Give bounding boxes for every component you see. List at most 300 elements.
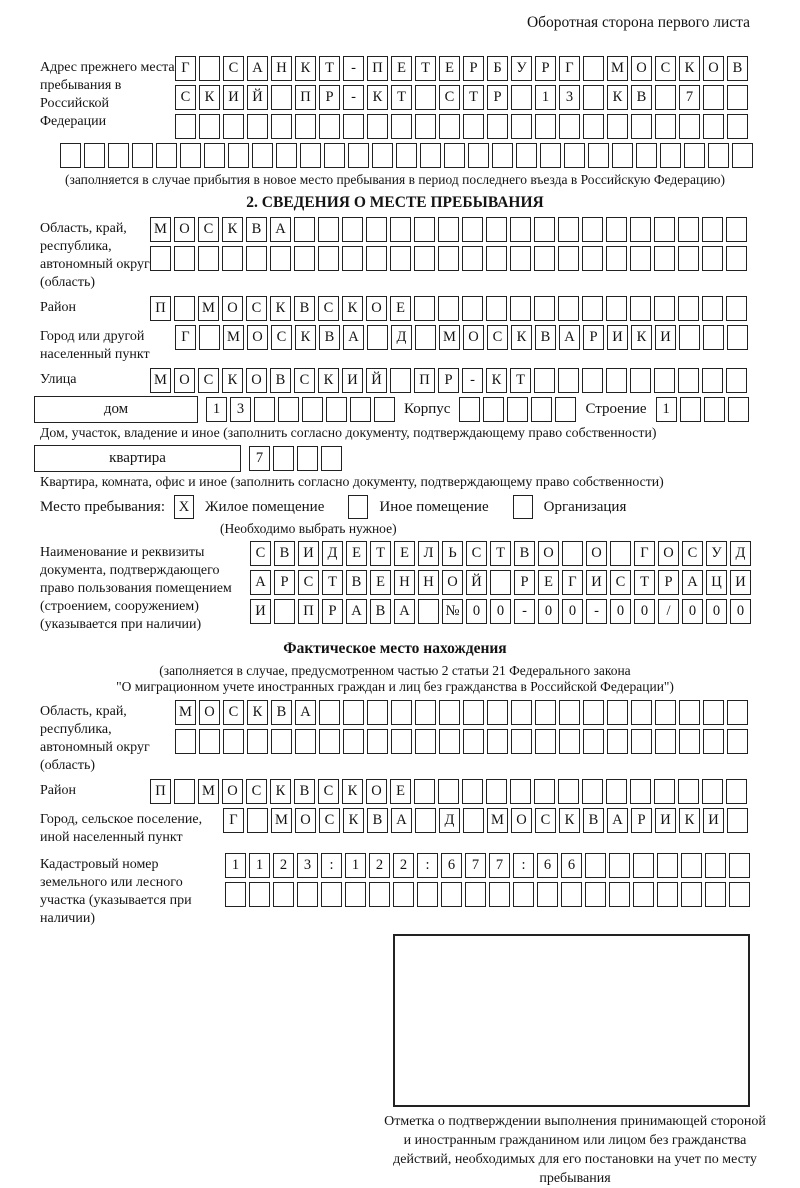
char-cell[interactable]	[418, 599, 439, 624]
char-cell[interactable]	[678, 296, 699, 321]
char-cell[interactable]: 3	[297, 853, 318, 878]
char-cell[interactable]	[297, 882, 318, 907]
char-cell[interactable]: К	[222, 217, 243, 242]
char-cell[interactable]: :	[513, 853, 534, 878]
char-cell[interactable]	[612, 143, 633, 168]
char-cell[interactable]	[367, 114, 388, 139]
char-cell[interactable]: Г	[562, 570, 583, 595]
char-cell[interactable]	[606, 779, 627, 804]
char-cell[interactable]	[607, 700, 628, 725]
char-cell[interactable]	[300, 143, 321, 168]
char-cell[interactable]	[680, 397, 701, 422]
char-cell[interactable]	[585, 882, 606, 907]
char-cell[interactable]	[558, 246, 579, 271]
char-cell[interactable]	[702, 246, 723, 271]
char-cell[interactable]	[657, 853, 678, 878]
char-cell[interactable]	[343, 729, 364, 754]
char-cell[interactable]	[655, 700, 676, 725]
char-cell[interactable]	[636, 143, 657, 168]
char-cell[interactable]: Т	[463, 85, 484, 110]
char-cell[interactable]	[321, 446, 342, 471]
char-cell[interactable]: А	[343, 325, 364, 350]
char-cell[interactable]: К	[247, 700, 268, 725]
char-cell[interactable]	[535, 729, 556, 754]
char-cell[interactable]: К	[607, 85, 628, 110]
char-cell[interactable]	[631, 114, 652, 139]
char-cell[interactable]: И	[342, 368, 363, 393]
char-cell[interactable]	[507, 397, 528, 422]
char-cell[interactable]: О	[199, 700, 220, 725]
char-cell[interactable]	[727, 114, 748, 139]
char-cell[interactable]: Р	[319, 85, 340, 110]
char-cell[interactable]	[324, 143, 345, 168]
char-cell[interactable]	[84, 143, 105, 168]
char-cell[interactable]	[391, 114, 412, 139]
char-cell[interactable]: К	[270, 779, 291, 804]
char-cell[interactable]: 7	[679, 85, 700, 110]
char-cell[interactable]	[630, 296, 651, 321]
char-cell[interactable]	[704, 397, 725, 422]
char-cell[interactable]: 1	[225, 853, 246, 878]
char-cell[interactable]: В	[246, 217, 267, 242]
char-cell[interactable]: 7	[249, 446, 270, 471]
char-cell[interactable]: 3	[230, 397, 251, 422]
char-cell[interactable]	[534, 779, 555, 804]
char-cell[interactable]	[609, 853, 630, 878]
char-cell[interactable]: А	[607, 808, 628, 833]
char-cell[interactable]	[564, 143, 585, 168]
char-cell[interactable]	[703, 700, 724, 725]
char-cell[interactable]	[223, 729, 244, 754]
char-cell[interactable]	[174, 246, 195, 271]
char-cell[interactable]	[414, 246, 435, 271]
char-cell[interactable]	[199, 729, 220, 754]
char-cell[interactable]	[441, 882, 462, 907]
char-cell[interactable]: С	[223, 56, 244, 81]
char-cell[interactable]: А	[394, 599, 415, 624]
char-cell[interactable]: И	[298, 541, 319, 566]
char-cell[interactable]	[679, 729, 700, 754]
char-cell[interactable]: Р	[322, 599, 343, 624]
char-cell[interactable]: 1	[206, 397, 227, 422]
char-cell[interactable]	[318, 217, 339, 242]
char-cell[interactable]: Е	[538, 570, 559, 595]
char-cell[interactable]	[558, 296, 579, 321]
char-cell[interactable]: Р	[274, 570, 295, 595]
char-cell[interactable]: М	[271, 808, 292, 833]
char-cell[interactable]	[726, 217, 747, 242]
char-cell[interactable]	[607, 729, 628, 754]
char-cell[interactable]	[254, 397, 275, 422]
char-cell[interactable]	[374, 397, 395, 422]
char-cell[interactable]	[631, 700, 652, 725]
char-cell[interactable]	[366, 217, 387, 242]
char-cell[interactable]	[660, 143, 681, 168]
char-cell[interactable]	[463, 114, 484, 139]
char-cell[interactable]	[393, 882, 414, 907]
char-cell[interactable]: 6	[441, 853, 462, 878]
char-cell[interactable]	[486, 246, 507, 271]
char-cell[interactable]	[222, 246, 243, 271]
char-cell[interactable]	[438, 296, 459, 321]
house-type-box[interactable]: дом	[34, 396, 198, 423]
char-cell[interactable]: Е	[370, 570, 391, 595]
char-cell[interactable]: Т	[510, 368, 531, 393]
char-cell[interactable]: Г	[223, 808, 244, 833]
char-cell[interactable]: К	[486, 368, 507, 393]
char-cell[interactable]	[108, 143, 129, 168]
char-cell[interactable]	[369, 882, 390, 907]
char-cell[interactable]: Д	[322, 541, 343, 566]
char-cell[interactable]	[702, 217, 723, 242]
char-cell[interactable]	[729, 853, 750, 878]
char-cell[interactable]	[271, 85, 292, 110]
char-cell[interactable]	[654, 246, 675, 271]
char-cell[interactable]: С	[318, 779, 339, 804]
char-cell[interactable]: В	[727, 56, 748, 81]
char-cell[interactable]: С	[294, 368, 315, 393]
char-cell[interactable]	[511, 114, 532, 139]
char-cell[interactable]	[278, 397, 299, 422]
residential-checkbox[interactable]: X	[174, 495, 194, 519]
char-cell[interactable]	[483, 397, 504, 422]
char-cell[interactable]	[703, 114, 724, 139]
char-cell[interactable]	[583, 700, 604, 725]
char-cell[interactable]: Т	[319, 56, 340, 81]
char-cell[interactable]	[343, 114, 364, 139]
char-cell[interactable]	[223, 114, 244, 139]
char-cell[interactable]: Д	[730, 541, 751, 566]
char-cell[interactable]: О	[703, 56, 724, 81]
char-cell[interactable]	[318, 246, 339, 271]
char-cell[interactable]: :	[417, 853, 438, 878]
char-cell[interactable]	[391, 700, 412, 725]
char-cell[interactable]: Р	[514, 570, 535, 595]
char-cell[interactable]	[150, 246, 171, 271]
char-cell[interactable]: О	[442, 570, 463, 595]
char-cell[interactable]	[511, 700, 532, 725]
char-cell[interactable]	[582, 779, 603, 804]
char-cell[interactable]	[559, 114, 580, 139]
char-cell[interactable]	[511, 85, 532, 110]
char-cell[interactable]	[391, 729, 412, 754]
char-cell[interactable]: Р	[463, 56, 484, 81]
char-cell[interactable]	[726, 368, 747, 393]
char-cell[interactable]: С	[319, 808, 340, 833]
char-cell[interactable]	[319, 114, 340, 139]
other-premises-checkbox[interactable]	[348, 495, 368, 519]
char-cell[interactable]: 0	[538, 599, 559, 624]
char-cell[interactable]: Й	[247, 85, 268, 110]
char-cell[interactable]	[463, 729, 484, 754]
char-cell[interactable]: С	[175, 85, 196, 110]
char-cell[interactable]: У	[511, 56, 532, 81]
char-cell[interactable]	[487, 114, 508, 139]
char-cell[interactable]	[319, 729, 340, 754]
char-cell[interactable]	[414, 217, 435, 242]
char-cell[interactable]: О	[538, 541, 559, 566]
char-cell[interactable]	[297, 446, 318, 471]
char-cell[interactable]	[439, 114, 460, 139]
char-cell[interactable]: 2	[393, 853, 414, 878]
char-cell[interactable]: 0	[490, 599, 511, 624]
char-cell[interactable]	[633, 882, 654, 907]
char-cell[interactable]	[729, 882, 750, 907]
char-cell[interactable]: Р	[631, 808, 652, 833]
char-cell[interactable]	[459, 397, 480, 422]
char-cell[interactable]: В	[367, 808, 388, 833]
char-cell[interactable]: Е	[439, 56, 460, 81]
char-cell[interactable]	[708, 143, 729, 168]
char-cell[interactable]	[390, 368, 411, 393]
char-cell[interactable]: К	[367, 85, 388, 110]
char-cell[interactable]	[681, 882, 702, 907]
char-cell[interactable]	[343, 700, 364, 725]
char-cell[interactable]	[511, 729, 532, 754]
char-cell[interactable]: -	[343, 85, 364, 110]
char-cell[interactable]	[180, 143, 201, 168]
char-cell[interactable]: Т	[634, 570, 655, 595]
char-cell[interactable]: О	[222, 779, 243, 804]
char-cell[interactable]: С	[298, 570, 319, 595]
char-cell[interactable]: К	[222, 368, 243, 393]
char-cell[interactable]	[702, 779, 723, 804]
char-cell[interactable]: 3	[559, 85, 580, 110]
char-cell[interactable]: Т	[370, 541, 391, 566]
char-cell[interactable]	[655, 85, 676, 110]
char-cell[interactable]	[345, 882, 366, 907]
char-cell[interactable]	[390, 217, 411, 242]
char-cell[interactable]: О	[366, 296, 387, 321]
char-cell[interactable]: Т	[490, 541, 511, 566]
char-cell[interactable]	[534, 368, 555, 393]
char-cell[interactable]	[247, 808, 268, 833]
char-cell[interactable]: В	[631, 85, 652, 110]
char-cell[interactable]: К	[343, 808, 364, 833]
char-cell[interactable]: С	[466, 541, 487, 566]
char-cell[interactable]: О	[586, 541, 607, 566]
char-cell[interactable]	[583, 114, 604, 139]
char-cell[interactable]: К	[199, 85, 220, 110]
char-cell[interactable]	[630, 217, 651, 242]
char-cell[interactable]	[606, 217, 627, 242]
char-cell[interactable]	[487, 700, 508, 725]
char-cell[interactable]: К	[342, 779, 363, 804]
char-cell[interactable]: Л	[418, 541, 439, 566]
char-cell[interactable]: 1	[535, 85, 556, 110]
char-cell[interactable]	[558, 368, 579, 393]
char-cell[interactable]: В	[535, 325, 556, 350]
char-cell[interactable]: /	[658, 599, 679, 624]
char-cell[interactable]: Й	[366, 368, 387, 393]
char-cell[interactable]: С	[250, 541, 271, 566]
char-cell[interactable]: А	[270, 217, 291, 242]
char-cell[interactable]	[732, 143, 753, 168]
char-cell[interactable]	[247, 729, 268, 754]
char-cell[interactable]: С	[246, 779, 267, 804]
char-cell[interactable]: П	[367, 56, 388, 81]
char-cell[interactable]	[486, 217, 507, 242]
char-cell[interactable]	[727, 325, 748, 350]
char-cell[interactable]: В	[319, 325, 340, 350]
char-cell[interactable]	[705, 853, 726, 878]
char-cell[interactable]: С	[535, 808, 556, 833]
char-cell[interactable]	[439, 700, 460, 725]
char-cell[interactable]	[510, 296, 531, 321]
char-cell[interactable]	[204, 143, 225, 168]
char-cell[interactable]: В	[274, 541, 295, 566]
char-cell[interactable]	[271, 114, 292, 139]
char-cell[interactable]	[462, 246, 483, 271]
char-cell[interactable]: О	[246, 368, 267, 393]
char-cell[interactable]: К	[295, 56, 316, 81]
char-cell[interactable]: 1	[249, 853, 270, 878]
char-cell[interactable]: И	[655, 325, 676, 350]
char-cell[interactable]	[463, 808, 484, 833]
char-cell[interactable]	[516, 143, 537, 168]
char-cell[interactable]	[225, 882, 246, 907]
char-cell[interactable]	[582, 217, 603, 242]
char-cell[interactable]: К	[559, 808, 580, 833]
char-cell[interactable]: Т	[322, 570, 343, 595]
char-cell[interactable]: О	[295, 808, 316, 833]
char-cell[interactable]	[555, 397, 576, 422]
char-cell[interactable]	[702, 296, 723, 321]
char-cell[interactable]	[654, 296, 675, 321]
char-cell[interactable]	[462, 217, 483, 242]
char-cell[interactable]	[276, 143, 297, 168]
char-cell[interactable]: А	[250, 570, 271, 595]
char-cell[interactable]: У	[706, 541, 727, 566]
char-cell[interactable]: В	[583, 808, 604, 833]
char-cell[interactable]	[535, 114, 556, 139]
char-cell[interactable]	[342, 217, 363, 242]
char-cell[interactable]	[582, 368, 603, 393]
char-cell[interactable]: В	[271, 700, 292, 725]
char-cell[interactable]: Е	[346, 541, 367, 566]
char-cell[interactable]	[199, 114, 220, 139]
char-cell[interactable]	[606, 368, 627, 393]
char-cell[interactable]	[559, 729, 580, 754]
char-cell[interactable]	[174, 779, 195, 804]
char-cell[interactable]	[294, 217, 315, 242]
char-cell[interactable]	[321, 882, 342, 907]
char-cell[interactable]	[727, 85, 748, 110]
char-cell[interactable]	[415, 325, 436, 350]
char-cell[interactable]: 7	[489, 853, 510, 878]
char-cell[interactable]: И	[223, 85, 244, 110]
char-cell[interactable]: :	[321, 853, 342, 878]
char-cell[interactable]	[199, 325, 220, 350]
char-cell[interactable]: Е	[391, 56, 412, 81]
char-cell[interactable]: П	[414, 368, 435, 393]
char-cell[interactable]: П	[150, 779, 171, 804]
char-cell[interactable]: Н	[418, 570, 439, 595]
char-cell[interactable]	[679, 114, 700, 139]
char-cell[interactable]: В	[346, 570, 367, 595]
char-cell[interactable]	[679, 700, 700, 725]
char-cell[interactable]: 0	[730, 599, 751, 624]
char-cell[interactable]: Ц	[706, 570, 727, 595]
char-cell[interactable]	[486, 296, 507, 321]
char-cell[interactable]	[270, 246, 291, 271]
char-cell[interactable]	[678, 246, 699, 271]
char-cell[interactable]: О	[222, 296, 243, 321]
char-cell[interactable]	[726, 296, 747, 321]
char-cell[interactable]	[561, 882, 582, 907]
char-cell[interactable]: В	[294, 779, 315, 804]
char-cell[interactable]	[486, 779, 507, 804]
char-cell[interactable]	[681, 853, 702, 878]
char-cell[interactable]	[465, 882, 486, 907]
char-cell[interactable]	[655, 729, 676, 754]
char-cell[interactable]: А	[682, 570, 703, 595]
char-cell[interactable]	[535, 700, 556, 725]
char-cell[interactable]	[705, 882, 726, 907]
char-cell[interactable]	[606, 246, 627, 271]
char-cell[interactable]: 6	[561, 853, 582, 878]
char-cell[interactable]: И	[730, 570, 751, 595]
char-cell[interactable]	[462, 779, 483, 804]
char-cell[interactable]	[463, 700, 484, 725]
char-cell[interactable]	[678, 779, 699, 804]
char-cell[interactable]: М	[439, 325, 460, 350]
char-cell[interactable]: Ь	[442, 541, 463, 566]
char-cell[interactable]: О	[366, 779, 387, 804]
char-cell[interactable]: М	[150, 217, 171, 242]
char-cell[interactable]: А	[295, 700, 316, 725]
char-cell[interactable]: 0	[610, 599, 631, 624]
char-cell[interactable]	[367, 700, 388, 725]
char-cell[interactable]: С	[318, 296, 339, 321]
char-cell[interactable]: О	[631, 56, 652, 81]
char-cell[interactable]: А	[559, 325, 580, 350]
char-cell[interactable]: К	[270, 296, 291, 321]
char-cell[interactable]: Е	[390, 779, 411, 804]
char-cell[interactable]	[583, 85, 604, 110]
char-cell[interactable]	[175, 114, 196, 139]
char-cell[interactable]: Й	[466, 570, 487, 595]
char-cell[interactable]: С	[682, 541, 703, 566]
char-cell[interactable]: О	[658, 541, 679, 566]
char-cell[interactable]: С	[655, 56, 676, 81]
char-cell[interactable]	[727, 729, 748, 754]
char-cell[interactable]	[438, 246, 459, 271]
char-cell[interactable]: К	[342, 296, 363, 321]
char-cell[interactable]	[372, 143, 393, 168]
char-cell[interactable]	[414, 296, 435, 321]
char-cell[interactable]: С	[198, 368, 219, 393]
char-cell[interactable]	[583, 729, 604, 754]
char-cell[interactable]	[175, 729, 196, 754]
char-cell[interactable]: С	[487, 325, 508, 350]
char-cell[interactable]: 1	[656, 397, 677, 422]
char-cell[interactable]: О	[463, 325, 484, 350]
char-cell[interactable]	[562, 541, 583, 566]
char-cell[interactable]	[252, 143, 273, 168]
char-cell[interactable]	[302, 397, 323, 422]
char-cell[interactable]	[492, 143, 513, 168]
char-cell[interactable]	[350, 397, 371, 422]
char-cell[interactable]: М	[223, 325, 244, 350]
char-cell[interactable]	[630, 779, 651, 804]
char-cell[interactable]: Н	[271, 56, 292, 81]
char-cell[interactable]	[294, 246, 315, 271]
char-cell[interactable]	[678, 368, 699, 393]
char-cell[interactable]: С	[610, 570, 631, 595]
char-cell[interactable]	[60, 143, 81, 168]
char-cell[interactable]	[510, 779, 531, 804]
